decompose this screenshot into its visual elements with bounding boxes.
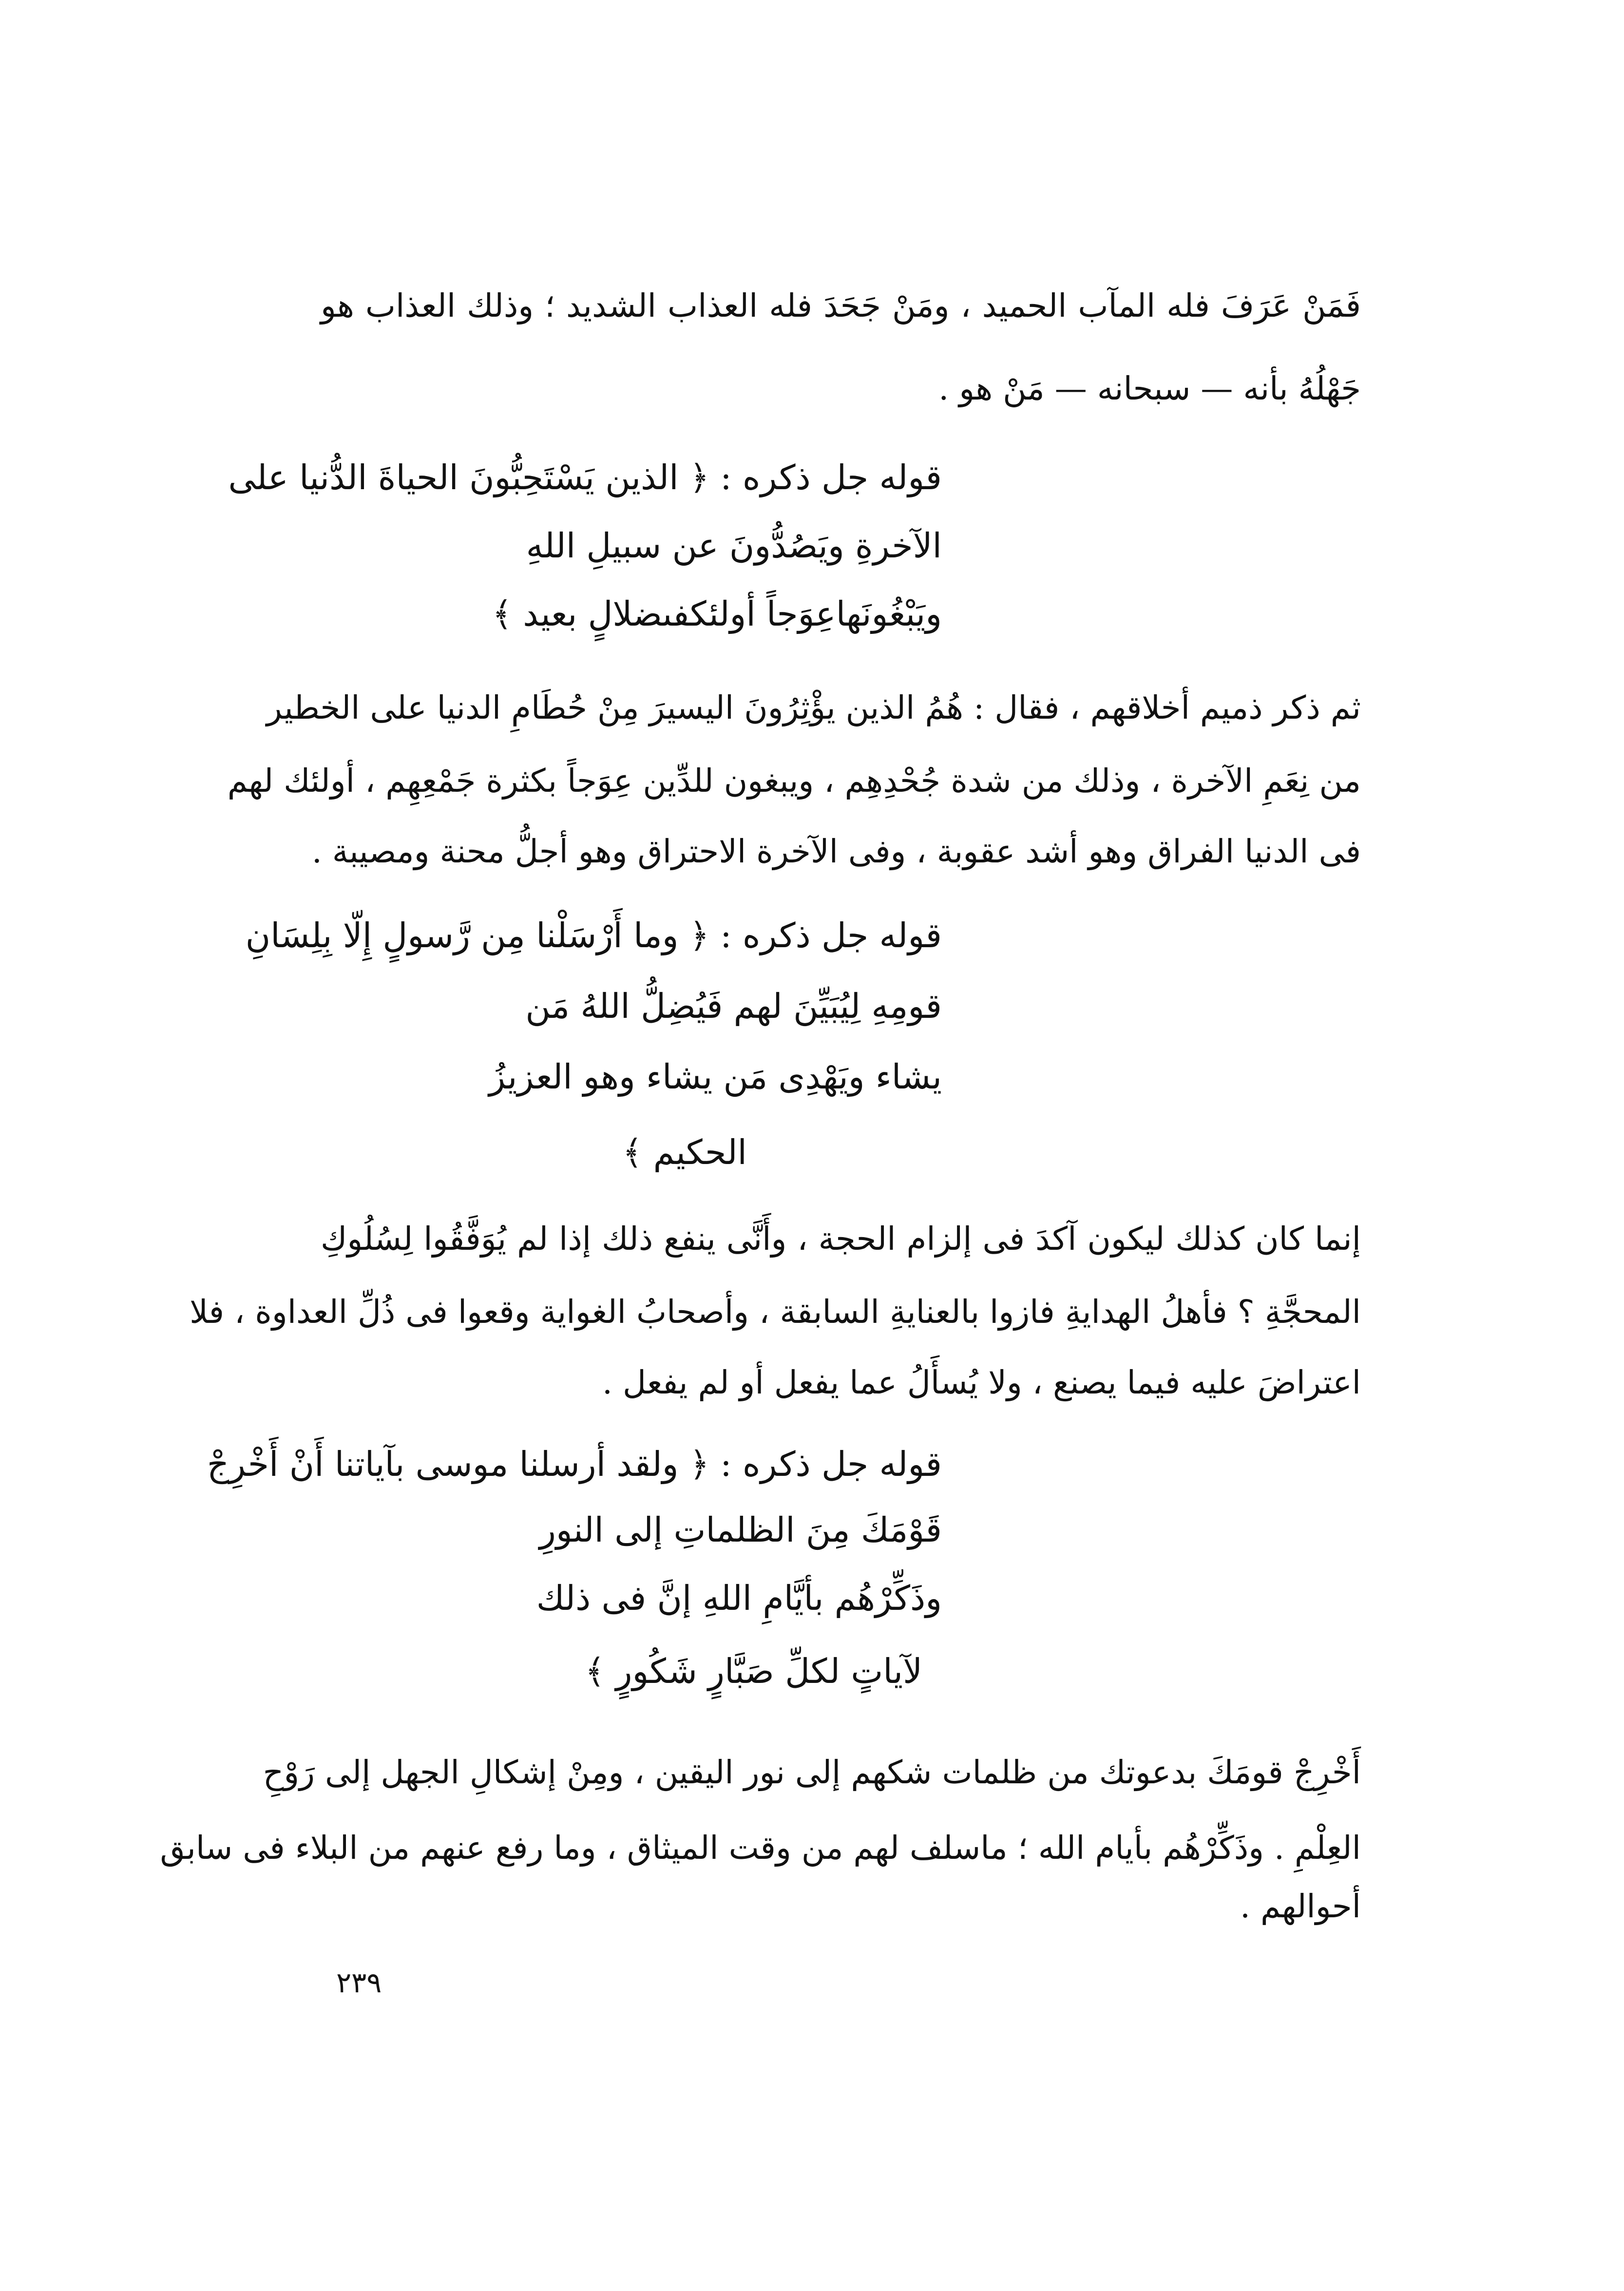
text-line: ثم ذكر ذميم أخلاقهم ، فقال : هُمُ الذين يؤْثِرُونَ اليسيرَ مِنْ حُطَامِ الدنيا على الخطير	[266, 689, 1361, 726]
page-number: ٢٣٩	[336, 1966, 382, 1999]
text-line: إنما كان كذلك ليكون آكدَ فى إلزام الحجة ، وأَنَّى ينفع ذلك إذا لم يُوَفَّقُوا لِسُلُوكِ	[321, 1220, 1361, 1258]
verse-line: لآياتٍ لكلِّ صَبَّارٍ شَكُورٍ ﴾	[585, 1651, 922, 1691]
verse-line: يشاء ويَهْدِى مَن يشاء وهو العزيزُ	[489, 1057, 942, 1097]
text-line: فى الدنيا الفراق وهو أشد عقوبة ، وفى الآخرة الاحتراق وهو أجلُّ محنة ومصيبة .	[311, 833, 1361, 870]
text-line: فَمَنْ عَرَفَ فله المآب الحميد ، ومَنْ جَحَدَ فله العذاب الشديد ؛ وذلك العذاب هو	[321, 287, 1361, 325]
verse-line: قوله جل ذكره : ﴿ الذين يَسْتَحِبُّونَ الحياةَ الدُّنيا على	[228, 458, 942, 497]
text-line: المحجَّةِ ؟ فأهلُ الهدايةِ فازوا بالعنايةِ السابقة ، وأصحابُ الغواية وقعوا فى ذُلِّ العداوة ، فلا	[190, 1293, 1361, 1331]
text-line: اعتراضَ عليه فيما يصنع ، ولا يُسأَلُ عما يفعل أو لم يفعل .	[602, 1364, 1361, 1401]
verse-line: الحكيم ﴾	[622, 1132, 747, 1172]
verse-line: قَوْمَكَ مِنَ الظلماتِ إلى النورِ	[539, 1510, 942, 1550]
verse-line: الآخرةِ ويَصُدُّونَ عن سبيلِ اللهِ	[526, 526, 942, 566]
text-line: العِلْمِ . وذَكِّرْهُم بأيام الله ؛ ماسلف لهم من وقت الميثاق ، وما رفع عنهم من البلاء فى سابق	[160, 1829, 1361, 1867]
verse-line: قومِهِ لِيُبَيِّنَ لهم فَيُضِلُّ اللهُ مَن	[525, 986, 942, 1026]
verse-line: قوله جل ذكره : ﴿ ولقد أرسلنا موسى بآياتنا أَنْ أَخْرِجْ	[207, 1444, 942, 1484]
verse-line: قوله جل ذكره : ﴿ وما أَرْسَلْنا مِن رَّسولٍ إِلّا بِلِسَانِ	[245, 916, 942, 955]
text-line: أَخْرِجْ قومَكَ بدعوتك من ظلمات شكهم إلى نور اليقين ، ومِنْ إشكالِ الجهل إلى رَوْحِ	[263, 1754, 1361, 1791]
text-line: جَهْلُهُ بأنه — سبحانه — مَنْ هو .	[938, 370, 1361, 407]
text-line: أحوالهم .	[1240, 1888, 1361, 1925]
text-line: من نِعَمِ الآخرة ، وذلك من شدة جُحْدِهِم ، ويبغون للدِّين عِوَجاً بكثرة جَمْعِهِم ، أولئك لهم	[227, 762, 1361, 800]
verse-line: وذَكِّرْهُم بأيَّامِ اللهِ إنَّ فى ذلك	[536, 1578, 942, 1618]
verse-line: ويَبْغُونَهاعِوَجاً أولئكفىضلالٍ بعيد ﴾	[492, 594, 942, 634]
